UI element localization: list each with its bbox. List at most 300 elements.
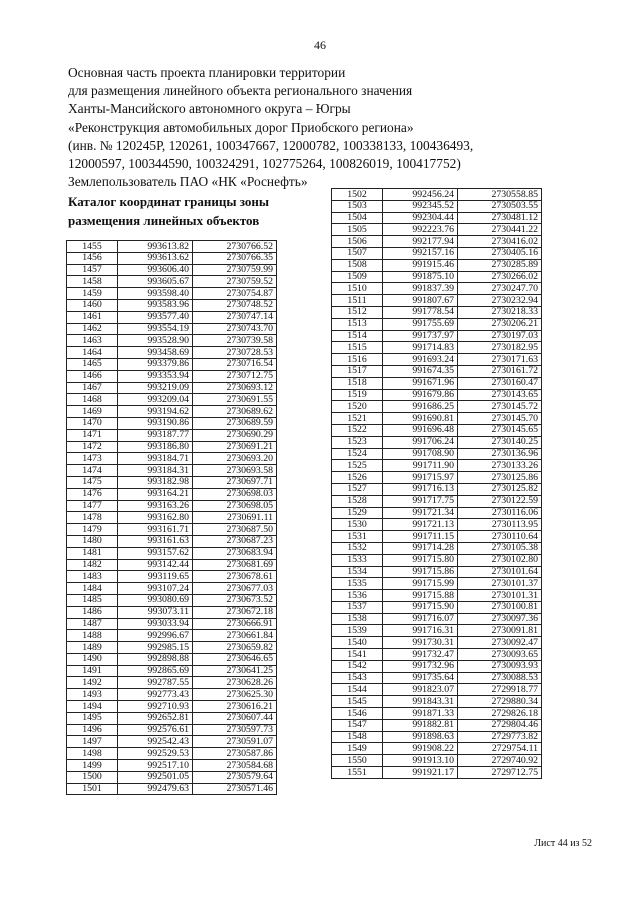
sheet-label: Лист 44 из 52 [534, 838, 592, 849]
table-row [332, 743, 542, 755]
point-number-cell: 1519 [332, 389, 383, 401]
x-coordinate-cell: 992456.24 [383, 189, 458, 201]
coordinates-table-right [331, 188, 542, 779]
table-row [67, 571, 277, 583]
y-coordinate-cell: 2730607.44 [193, 712, 277, 724]
x-coordinate-cell: 993162.80 [118, 512, 193, 524]
y-coordinate-cell: 2730110.64 [458, 531, 542, 543]
table-row [332, 495, 542, 507]
point-number-cell: 1543 [332, 672, 383, 684]
x-coordinate-cell: 992177.94 [383, 236, 458, 248]
table-row [67, 677, 277, 689]
point-number-cell: 1522 [332, 424, 383, 436]
header-line: Землепользователь ПАО «НК «Роснефть» [68, 174, 308, 190]
x-coordinate-cell: 993142.44 [118, 559, 193, 571]
point-number-cell: 1497 [67, 736, 118, 748]
point-number-cell: 1535 [332, 578, 383, 590]
y-coordinate-cell: 2730285.89 [458, 259, 542, 271]
point-number-cell: 1549 [332, 743, 383, 755]
y-coordinate-cell: 2730597.73 [193, 724, 277, 736]
table-row [332, 531, 542, 543]
table-row [332, 613, 542, 625]
table-row [67, 370, 277, 382]
y-coordinate-cell: 2730133.26 [458, 460, 542, 472]
table-row [67, 535, 277, 547]
table-row [332, 472, 542, 484]
table-row [67, 288, 277, 300]
x-coordinate-cell: 993554.19 [118, 323, 193, 335]
point-number-cell: 1486 [67, 606, 118, 618]
point-number-cell: 1509 [332, 271, 383, 283]
x-coordinate-cell: 993033.94 [118, 618, 193, 630]
point-number-cell: 1480 [67, 535, 118, 547]
point-number-cell: 1527 [332, 483, 383, 495]
table-row [332, 696, 542, 708]
y-coordinate-cell: 2730140.25 [458, 436, 542, 448]
point-number-cell: 1523 [332, 436, 383, 448]
y-coordinate-cell: 2730092.47 [458, 637, 542, 649]
point-number-cell: 1477 [67, 500, 118, 512]
table-row [67, 358, 277, 370]
y-coordinate-cell: 2729804.46 [458, 719, 542, 731]
y-coordinate-cell: 2730591.07 [193, 736, 277, 748]
point-number-cell: 1483 [67, 571, 118, 583]
point-number-cell: 1499 [67, 760, 118, 772]
point-number-cell: 1521 [332, 413, 383, 425]
y-coordinate-cell: 2730616.21 [193, 701, 277, 713]
table-row [332, 554, 542, 566]
catalog-title-line: Каталог координат границы зоны [68, 194, 270, 209]
point-number-cell: 1508 [332, 259, 383, 271]
y-coordinate-cell: 2730693.20 [193, 453, 277, 465]
table-row [332, 767, 542, 779]
point-number-cell: 1498 [67, 748, 118, 760]
y-coordinate-cell: 2730247.70 [458, 283, 542, 295]
x-coordinate-cell: 991679.86 [383, 389, 458, 401]
x-coordinate-cell: 992985.15 [118, 642, 193, 654]
point-number-cell: 1459 [67, 288, 118, 300]
table-row [67, 264, 277, 276]
table-row [67, 665, 277, 677]
table-row [332, 660, 542, 672]
table-row [67, 653, 277, 665]
x-coordinate-cell: 993613.82 [118, 241, 193, 253]
y-coordinate-cell: 2730698.03 [193, 488, 277, 500]
table-row [67, 606, 277, 618]
y-coordinate-cell: 2730145.72 [458, 401, 542, 413]
table-row [332, 590, 542, 602]
x-coordinate-cell: 992542.43 [118, 736, 193, 748]
y-coordinate-cell: 2730677.03 [193, 583, 277, 595]
point-number-cell: 1465 [67, 358, 118, 370]
y-coordinate-cell: 2730145.70 [458, 413, 542, 425]
point-number-cell: 1462 [67, 323, 118, 335]
y-coordinate-cell: 2730101.64 [458, 566, 542, 578]
point-number-cell: 1533 [332, 554, 383, 566]
x-coordinate-cell: 991715.90 [383, 601, 458, 613]
x-coordinate-cell: 993184.31 [118, 465, 193, 477]
x-coordinate-cell: 993577.40 [118, 311, 193, 323]
y-coordinate-cell: 2730136.96 [458, 448, 542, 460]
table-row [332, 212, 542, 224]
y-coordinate-cell: 2730481.12 [458, 212, 542, 224]
x-coordinate-cell: 993073.11 [118, 606, 193, 618]
table-row [332, 507, 542, 519]
table-row [67, 394, 277, 406]
y-coordinate-cell: 2730206.21 [458, 318, 542, 330]
point-number-cell: 1546 [332, 708, 383, 720]
table-row [332, 330, 542, 342]
x-coordinate-cell: 992223.76 [383, 224, 458, 236]
x-coordinate-cell: 992345.52 [383, 200, 458, 212]
table-row [332, 413, 542, 425]
y-coordinate-cell: 2730766.52 [193, 241, 277, 253]
point-number-cell: 1488 [67, 630, 118, 642]
y-coordinate-cell: 2730105.38 [458, 542, 542, 554]
x-coordinate-cell: 993219.09 [118, 382, 193, 394]
table-row [332, 342, 542, 354]
x-coordinate-cell: 993187.77 [118, 429, 193, 441]
y-coordinate-cell: 2729740.92 [458, 755, 542, 767]
y-coordinate-cell: 2730197.03 [458, 330, 542, 342]
x-coordinate-cell: 991823.07 [383, 684, 458, 696]
point-number-cell: 1472 [67, 441, 118, 453]
x-coordinate-cell: 991696.48 [383, 424, 458, 436]
y-coordinate-cell: 2730628.26 [193, 677, 277, 689]
table-row [67, 347, 277, 359]
point-number-cell: 1530 [332, 519, 383, 531]
x-coordinate-cell: 991715.88 [383, 590, 458, 602]
point-number-cell: 1505 [332, 224, 383, 236]
header-line: «Реконструкция автомобильных дорог Приобского региона» [68, 119, 414, 135]
x-coordinate-cell: 992479.63 [118, 783, 193, 795]
point-number-cell: 1550 [332, 755, 383, 767]
x-coordinate-cell: 991915.46 [383, 259, 458, 271]
table-row [67, 453, 277, 465]
point-number-cell: 1466 [67, 370, 118, 382]
x-coordinate-cell: 993458.69 [118, 347, 193, 359]
point-number-cell: 1514 [332, 330, 383, 342]
point-number-cell: 1504 [332, 212, 383, 224]
y-coordinate-cell: 2730681.69 [193, 559, 277, 571]
point-number-cell: 1468 [67, 394, 118, 406]
point-number-cell: 1457 [67, 264, 118, 276]
x-coordinate-cell: 991711.90 [383, 460, 458, 472]
y-coordinate-cell: 2730584.68 [193, 760, 277, 772]
y-coordinate-cell: 2730759.52 [193, 276, 277, 288]
x-coordinate-cell: 993583.96 [118, 299, 193, 311]
x-coordinate-cell: 992773.43 [118, 689, 193, 701]
y-coordinate-cell: 2730759.99 [193, 264, 277, 276]
point-number-cell: 1511 [332, 295, 383, 307]
point-number-cell: 1489 [67, 642, 118, 654]
table-row [332, 542, 542, 554]
x-coordinate-cell: 991715.80 [383, 554, 458, 566]
y-coordinate-cell: 2730232.94 [458, 295, 542, 307]
x-coordinate-cell: 992652.81 [118, 712, 193, 724]
table-row [67, 724, 277, 736]
table-row [67, 299, 277, 311]
y-coordinate-cell: 2730503.55 [458, 200, 542, 212]
y-coordinate-cell: 2730113.95 [458, 519, 542, 531]
table-row [67, 701, 277, 713]
x-coordinate-cell: 991908.22 [383, 743, 458, 755]
point-number-cell: 1534 [332, 566, 383, 578]
y-coordinate-cell: 2730641.25 [193, 665, 277, 677]
point-number-cell: 1494 [67, 701, 118, 713]
x-coordinate-cell: 993194.62 [118, 406, 193, 418]
y-coordinate-cell: 2730218.33 [458, 306, 542, 318]
x-coordinate-cell: 991778.54 [383, 306, 458, 318]
header-line: для размещения линейного объекта регионального значения [68, 83, 413, 99]
point-number-cell: 1538 [332, 613, 383, 625]
page-number: 46 [314, 38, 326, 52]
point-number-cell: 1491 [67, 665, 118, 677]
y-coordinate-cell: 2730171.63 [458, 354, 542, 366]
y-coordinate-cell: 2729880.34 [458, 696, 542, 708]
x-coordinate-cell: 991843.31 [383, 696, 458, 708]
x-coordinate-cell: 992787.55 [118, 677, 193, 689]
x-coordinate-cell: 993598.40 [118, 288, 193, 300]
point-number-cell: 1507 [332, 247, 383, 259]
point-number-cell: 1476 [67, 488, 118, 500]
table-row [332, 755, 542, 767]
x-coordinate-cell: 991715.99 [383, 578, 458, 590]
x-coordinate-cell: 991717.75 [383, 495, 458, 507]
y-coordinate-cell: 2730587.86 [193, 748, 277, 760]
x-coordinate-cell: 991716.13 [383, 483, 458, 495]
x-coordinate-cell: 992898.88 [118, 653, 193, 665]
table-row [332, 236, 542, 248]
header-line: Ханты-Мансийского автономного округа – Югры [68, 101, 351, 117]
point-number-cell: 1493 [67, 689, 118, 701]
y-coordinate-cell: 2730416.02 [458, 236, 542, 248]
y-coordinate-cell: 2730143.65 [458, 389, 542, 401]
table-row [67, 748, 277, 760]
point-number-cell: 1532 [332, 542, 383, 554]
point-number-cell: 1515 [332, 342, 383, 354]
table-row [67, 630, 277, 642]
point-number-cell: 1478 [67, 512, 118, 524]
y-coordinate-cell: 2730697.71 [193, 476, 277, 488]
table-row [67, 417, 277, 429]
x-coordinate-cell: 993107.24 [118, 583, 193, 595]
table-row [67, 382, 277, 394]
point-number-cell: 1481 [67, 547, 118, 559]
x-coordinate-cell: 993182.98 [118, 476, 193, 488]
point-number-cell: 1460 [67, 299, 118, 311]
table-row [67, 524, 277, 536]
y-coordinate-cell: 2730091.81 [458, 625, 542, 637]
point-number-cell: 1506 [332, 236, 383, 248]
table-row [332, 601, 542, 613]
table-row [332, 189, 542, 201]
y-coordinate-cell: 2730182.95 [458, 342, 542, 354]
x-coordinate-cell: 991721.34 [383, 507, 458, 519]
table-row [67, 465, 277, 477]
table-row [332, 483, 542, 495]
x-coordinate-cell: 993379.86 [118, 358, 193, 370]
y-coordinate-cell: 2730673.52 [193, 594, 277, 606]
point-number-cell: 1541 [332, 649, 383, 661]
table-row [332, 247, 542, 259]
y-coordinate-cell: 2730661.84 [193, 630, 277, 642]
table-row [332, 389, 542, 401]
table-row [332, 365, 542, 377]
table-row [67, 689, 277, 701]
point-number-cell: 1471 [67, 429, 118, 441]
catalog-title-line: размещения линейных объектов [68, 212, 260, 228]
x-coordinate-cell: 991898.63 [383, 731, 458, 743]
x-coordinate-cell: 993157.62 [118, 547, 193, 559]
table-row [332, 424, 542, 436]
point-number-cell: 1510 [332, 283, 383, 295]
x-coordinate-cell: 993353.94 [118, 370, 193, 382]
table-row [332, 401, 542, 413]
x-coordinate-cell: 991674.35 [383, 365, 458, 377]
y-coordinate-cell: 2730405.16 [458, 247, 542, 259]
y-coordinate-cell: 2730116.06 [458, 507, 542, 519]
point-number-cell: 1547 [332, 719, 383, 731]
y-coordinate-cell: 2730666.91 [193, 618, 277, 630]
y-coordinate-cell: 2730101.31 [458, 590, 542, 602]
table-row [67, 712, 277, 724]
table-row [332, 377, 542, 389]
table-row [332, 306, 542, 318]
point-number-cell: 1512 [332, 306, 383, 318]
point-number-cell: 1458 [67, 276, 118, 288]
x-coordinate-cell: 992710.93 [118, 701, 193, 713]
table-row [67, 512, 277, 524]
x-coordinate-cell: 993184.71 [118, 453, 193, 465]
point-number-cell: 1496 [67, 724, 118, 736]
point-number-cell: 1545 [332, 696, 383, 708]
y-coordinate-cell: 2729754.11 [458, 743, 542, 755]
y-coordinate-cell: 2730571.46 [193, 783, 277, 795]
table-row [332, 578, 542, 590]
x-coordinate-cell: 991735.64 [383, 672, 458, 684]
table-row [67, 476, 277, 488]
table-row [67, 500, 277, 512]
y-coordinate-cell: 2730747.14 [193, 311, 277, 323]
point-number-cell: 1487 [67, 618, 118, 630]
x-coordinate-cell: 991737.97 [383, 330, 458, 342]
x-coordinate-cell: 991807.67 [383, 295, 458, 307]
point-number-cell: 1517 [332, 365, 383, 377]
point-number-cell: 1482 [67, 559, 118, 571]
y-coordinate-cell: 2730689.59 [193, 417, 277, 429]
x-coordinate-cell: 991732.47 [383, 649, 458, 661]
table-row [332, 519, 542, 531]
x-coordinate-cell: 991690.81 [383, 413, 458, 425]
table-row [332, 625, 542, 637]
point-number-cell: 1455 [67, 241, 118, 253]
y-coordinate-cell: 2730716.54 [193, 358, 277, 370]
y-coordinate-cell: 2730100.81 [458, 601, 542, 613]
y-coordinate-cell: 2730691.21 [193, 441, 277, 453]
point-number-cell: 1516 [332, 354, 383, 366]
catalog-title [68, 193, 338, 230]
table-row [332, 731, 542, 743]
x-coordinate-cell: 991708.90 [383, 448, 458, 460]
point-number-cell: 1536 [332, 590, 383, 602]
y-coordinate-cell: 2730122.59 [458, 495, 542, 507]
x-coordinate-cell: 993190.86 [118, 417, 193, 429]
table-row [67, 771, 277, 783]
table-row [67, 406, 277, 418]
point-number-cell: 1502 [332, 189, 383, 201]
y-coordinate-cell: 2730101.37 [458, 578, 542, 590]
x-coordinate-cell: 991721.13 [383, 519, 458, 531]
y-coordinate-cell: 2730625.30 [193, 689, 277, 701]
point-number-cell: 1474 [67, 465, 118, 477]
table-row [67, 547, 277, 559]
point-number-cell: 1528 [332, 495, 383, 507]
x-coordinate-cell: 992529.53 [118, 748, 193, 760]
y-coordinate-cell: 2730102.80 [458, 554, 542, 566]
point-number-cell: 1540 [332, 637, 383, 649]
x-coordinate-cell: 991671.96 [383, 377, 458, 389]
x-coordinate-cell: 993163.26 [118, 500, 193, 512]
point-number-cell: 1539 [332, 625, 383, 637]
table-row [67, 335, 277, 347]
table-row [67, 311, 277, 323]
point-number-cell: 1548 [332, 731, 383, 743]
point-number-cell: 1485 [67, 594, 118, 606]
x-coordinate-cell: 991732.96 [383, 660, 458, 672]
point-number-cell: 1461 [67, 311, 118, 323]
x-coordinate-cell: 992865.69 [118, 665, 193, 677]
header-line: Основная часть проекта планировки территории [68, 65, 346, 80]
table-row [332, 684, 542, 696]
y-coordinate-cell: 2730579.64 [193, 771, 277, 783]
y-coordinate-cell: 2730683.94 [193, 547, 277, 559]
y-coordinate-cell: 2730672.18 [193, 606, 277, 618]
x-coordinate-cell: 991716.31 [383, 625, 458, 637]
x-coordinate-cell: 993161.71 [118, 524, 193, 536]
y-coordinate-cell: 2730678.61 [193, 571, 277, 583]
table-row [67, 642, 277, 654]
point-number-cell: 1513 [332, 318, 383, 330]
x-coordinate-cell: 993605.67 [118, 276, 193, 288]
point-number-cell: 1531 [332, 531, 383, 543]
table-row [67, 618, 277, 630]
point-number-cell: 1524 [332, 448, 383, 460]
point-number-cell: 1463 [67, 335, 118, 347]
table-row [332, 436, 542, 448]
table-row [67, 276, 277, 288]
point-number-cell: 1464 [67, 347, 118, 359]
header-line: 12000597, 100344590, 100324291, 102775264, 100826019, 100417752) [68, 156, 461, 172]
point-number-cell: 1467 [67, 382, 118, 394]
x-coordinate-cell: 993606.40 [118, 264, 193, 276]
table-row [67, 559, 277, 571]
y-coordinate-cell: 2730441.22 [458, 224, 542, 236]
y-coordinate-cell: 2730687.50 [193, 524, 277, 536]
y-coordinate-cell: 2729918.77 [458, 684, 542, 696]
y-coordinate-cell: 2730161.72 [458, 365, 542, 377]
table-row [67, 594, 277, 606]
x-coordinate-cell: 992304.44 [383, 212, 458, 224]
y-coordinate-cell: 2730748.52 [193, 299, 277, 311]
x-coordinate-cell: 993186.80 [118, 441, 193, 453]
y-coordinate-cell: 2730093.65 [458, 649, 542, 661]
y-coordinate-cell: 2730097.36 [458, 613, 542, 625]
table-row [67, 323, 277, 335]
point-number-cell: 1520 [332, 401, 383, 413]
point-number-cell: 1529 [332, 507, 383, 519]
point-number-cell: 1526 [332, 472, 383, 484]
